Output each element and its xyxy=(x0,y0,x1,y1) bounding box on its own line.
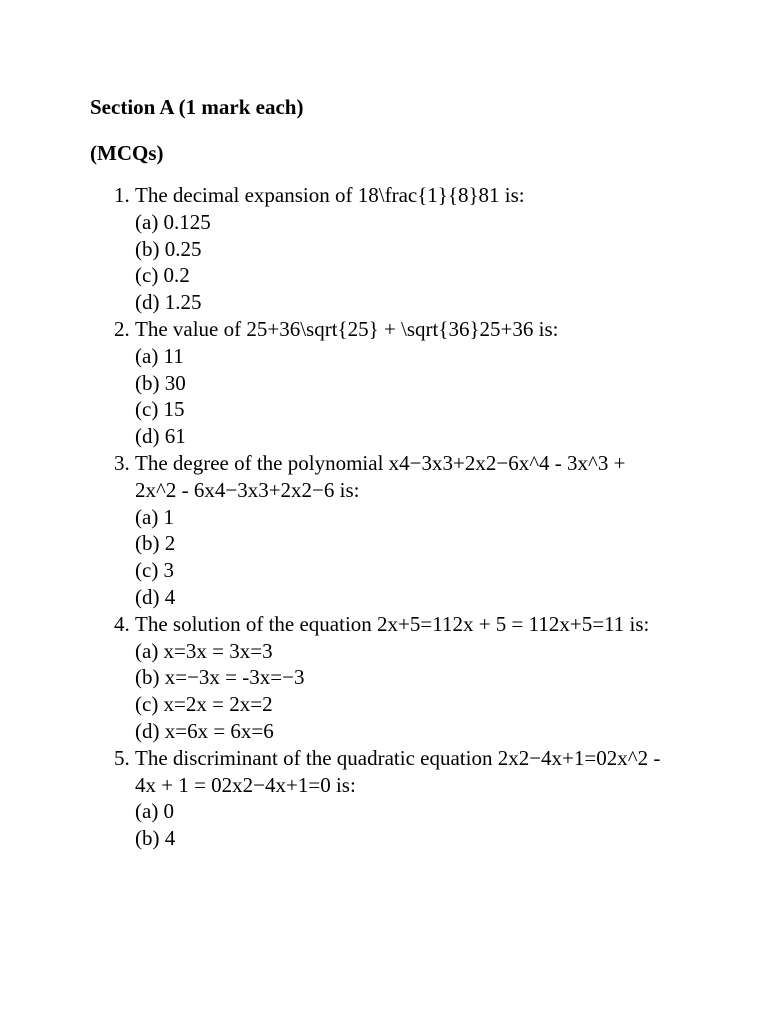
question-text: The value of 25+36\sqrt{25} + \sqrt{36}25+36 is: xyxy=(135,316,559,341)
option: (a) 1 xyxy=(135,504,175,529)
option: (c) 15 xyxy=(135,397,185,422)
option-list xyxy=(135,343,670,450)
option: (b) x=−3x = -3x=−3 xyxy=(135,665,305,690)
option: (d) 4 xyxy=(135,584,176,609)
question-number: 5. xyxy=(114,745,135,770)
question-body xyxy=(135,745,670,852)
option: (c) 0.2 xyxy=(135,263,190,288)
option: (d) 61 xyxy=(135,424,186,449)
question-item xyxy=(90,745,678,852)
section-title: Section A (1 mark each) xyxy=(90,95,304,119)
question-item xyxy=(90,611,678,745)
question-number: 2. xyxy=(114,316,135,341)
option: (b) 0.25 xyxy=(135,236,202,261)
option: (c) x=2x = 2x=2 xyxy=(135,692,273,717)
question-text: The solution of the equation 2x+5=112x + 5 = 112x+5=11 is: xyxy=(135,611,650,636)
option: (c) 3 xyxy=(135,558,175,583)
option: (d) 1.25 xyxy=(135,290,202,315)
question-number: 3. xyxy=(114,450,135,475)
option: (b) 30 xyxy=(135,370,186,395)
option: (d) x=6x = 6x=6 xyxy=(135,718,274,743)
question-item xyxy=(90,182,678,316)
option: (b) 4 xyxy=(135,826,176,851)
question-text: The discriminant of the quadratic equation 2x2−4x+1=02x^2 - 4x + 1 = 02x2−4x+1=0 is: xyxy=(135,745,661,797)
question-body xyxy=(135,182,670,316)
option: (a) 0 xyxy=(135,799,175,824)
question-text: The degree of the polynomial x4−3x3+2x2−6x^4 - 3x^3 + 2x^2 - 6x4−3x3+2x2−6 is: xyxy=(135,450,626,502)
option: (a) 11 xyxy=(135,343,184,368)
question-number: 4. xyxy=(114,611,135,636)
option-list xyxy=(135,504,670,611)
question-body xyxy=(135,316,670,450)
question-body xyxy=(135,450,670,611)
question-list xyxy=(90,182,678,852)
question-item xyxy=(90,450,678,611)
option-list xyxy=(135,638,670,745)
question-number: 1. xyxy=(114,183,135,207)
option: (a) 0.125 xyxy=(135,209,211,234)
question-body xyxy=(135,611,670,745)
question-text: The decimal expansion of 18\frac{1}{8}81 is: xyxy=(135,183,525,207)
subsection-title: (MCQs) xyxy=(90,141,164,165)
option: (a) x=3x = 3x=3 xyxy=(135,638,273,663)
question-item xyxy=(90,316,678,450)
option-list xyxy=(135,209,670,316)
option-list xyxy=(135,798,670,852)
option: (b) 2 xyxy=(135,531,176,556)
